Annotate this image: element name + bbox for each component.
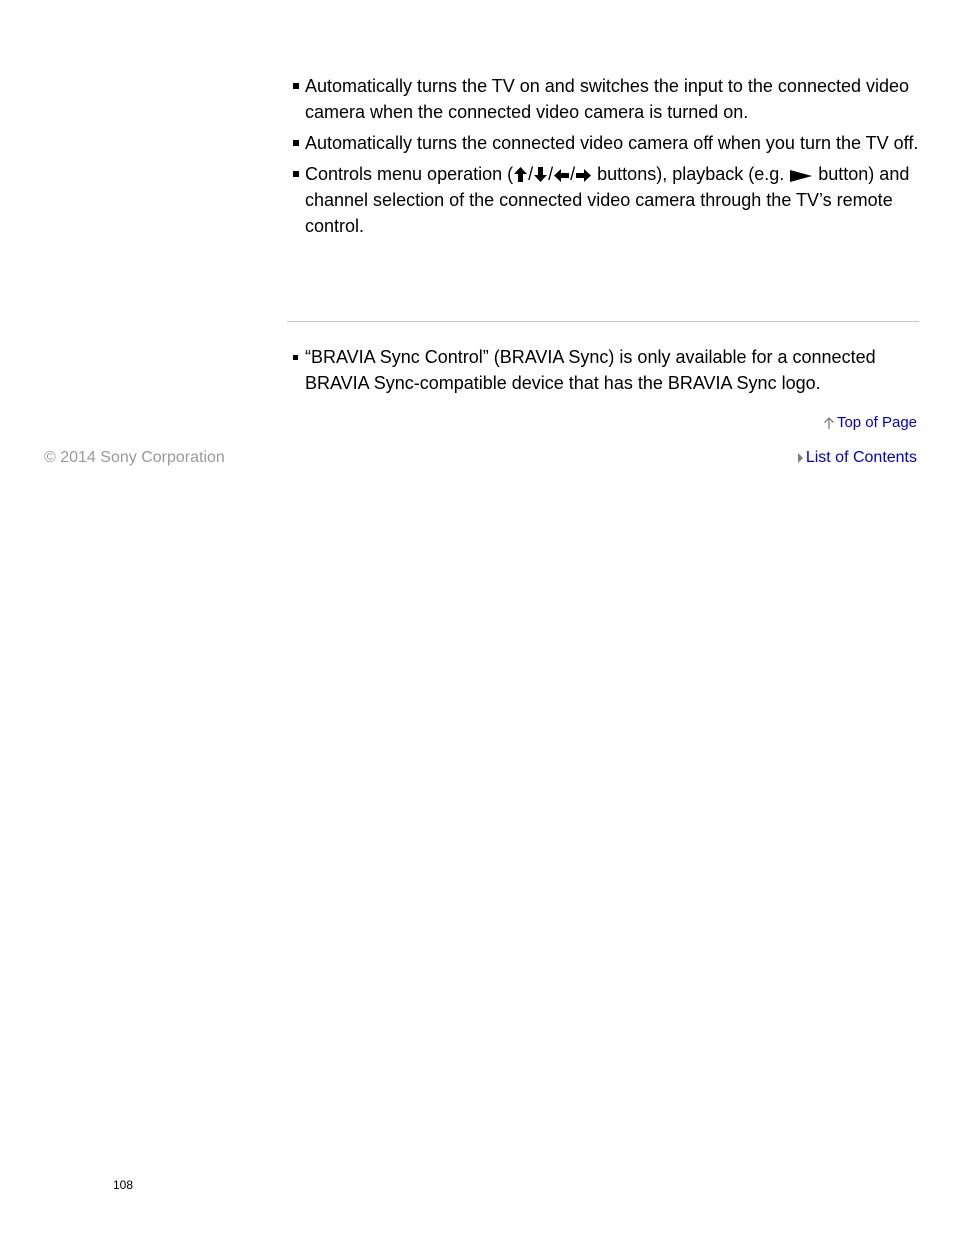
list-item-text-middle: buttons), playback (e.g. xyxy=(592,164,790,184)
list-item xyxy=(292,161,920,239)
up-arrow-icon xyxy=(513,166,528,183)
note-list xyxy=(292,344,920,401)
list-item-text-end: button) and channel selection of the connected video camera through the TV’s remote control. xyxy=(305,164,910,236)
bullet-icon xyxy=(293,83,299,89)
triangle-right-icon xyxy=(797,452,804,464)
slash-separator: / xyxy=(570,164,576,184)
list-item xyxy=(292,344,920,396)
slash-separator: / xyxy=(528,164,534,184)
slash-separator: / xyxy=(548,164,554,184)
top-of-page-label: Top of Page xyxy=(836,414,917,431)
down-arrow-icon xyxy=(533,166,548,183)
list-of-contents-link[interactable] xyxy=(797,448,917,468)
list-item-text: “BRAVIA Sync Control” (BRAVIA Sync) is only available for a connected BRAVIA Sync-compatible device that has the BRAVIA Sync logo. xyxy=(305,347,876,393)
bullet-icon xyxy=(293,355,298,360)
left-arrow-icon xyxy=(553,168,570,183)
list-item-text-start: Controls menu operation ( xyxy=(305,164,514,184)
bullet-icon xyxy=(293,171,299,177)
feature-list xyxy=(292,73,920,244)
list-item xyxy=(292,73,920,125)
right-arrow-icon xyxy=(575,168,592,183)
copyright-text: © 2014 Sony Corporation xyxy=(44,449,225,466)
section-divider xyxy=(287,321,919,322)
bullet-icon xyxy=(293,140,299,146)
list-of-contents-label: List of Contents xyxy=(805,449,917,466)
top-of-page-link[interactable] xyxy=(823,413,917,433)
arrow-up-icon xyxy=(823,416,835,430)
page-number: 108 xyxy=(113,1178,134,1192)
list-item xyxy=(292,130,920,156)
list-item-text: Automatically turns the TV on and switches the input to the connected video camera when the connected video camera is turned on. xyxy=(305,76,910,122)
play-icon xyxy=(789,169,813,183)
list-item-text: Automatically turns the connected video camera off when you turn the TV off. xyxy=(305,133,919,153)
